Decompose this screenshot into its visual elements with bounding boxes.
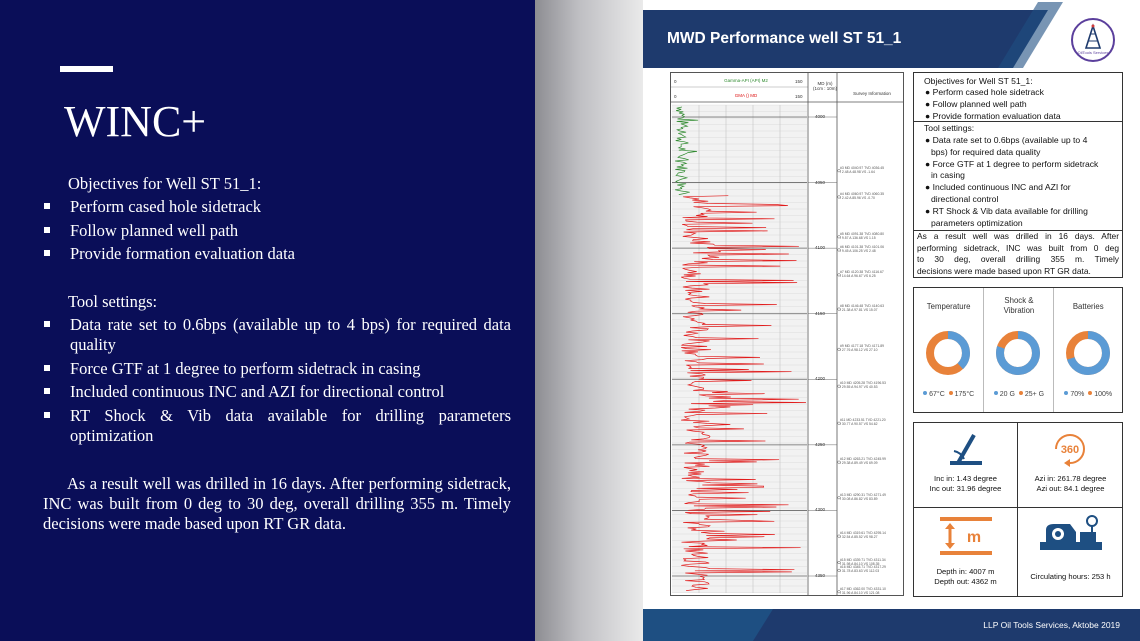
depth-tick-label: 4250	[815, 441, 826, 447]
survey-station-label: #8 MD 4146.48 TVD 4140.63 I 21.38 A 97.81 VS 15.07	[840, 304, 885, 313]
gradient-divider	[535, 0, 643, 641]
tool-settings-heading: Tool settings:	[68, 292, 158, 311]
inclination-icon	[946, 429, 986, 469]
slide-header	[643, 0, 1140, 68]
azi-in-value: Azi in: 261.78 degree	[1034, 474, 1107, 483]
survey-station-label: #11 MD 4233.51 TVD 4221.20 I 30.77 A 90.57 VS 54.62	[840, 418, 886, 427]
survey-station-label: #7 MD 4120.38 TVD 4116.67 I 14.64 A 96.67 VS 6.25	[840, 269, 884, 278]
depth-tick-label: 4150	[815, 310, 826, 316]
tool-setting-line: ● Data rate set to 0.6bps (available up to 4	[925, 135, 1088, 145]
company-logo	[1071, 18, 1115, 62]
objective-item: ● Provide formation evaluation data	[925, 111, 1061, 121]
depth-tick-label: 4300	[815, 507, 826, 513]
survey-station-label: #5 MD 4091.38 TVD 4080.80 I 9.57 A 136.68 VS 1.15	[840, 231, 885, 240]
red-curve-label: GMA () MD	[734, 93, 758, 98]
bullet-icon	[44, 412, 50, 418]
survey-station-label: #14 MD 4319.61 TVD 4295.14 I 32.54 A 85.52 VS 98.27	[840, 531, 886, 540]
bullet-icon	[44, 250, 50, 256]
sensor-ranges-panel	[913, 287, 1123, 413]
slide-title: MWD Performance well ST 51_1	[667, 30, 902, 47]
survey-station-label: #6 MD 4101.38 TVD 4101.06 I 9.45 A 106.25 VS 2.48	[840, 244, 885, 253]
objectives-heading: Objectives for Well ST 51_1:	[924, 76, 1033, 86]
survey-station-label: #4 MD 4060.97 TVD 4060.35 I 2.42 A 85.96 VS -0.70	[840, 191, 885, 200]
circulating-cell	[1018, 508, 1123, 596]
green-scale-max: 150	[795, 79, 803, 84]
azi-out-value: Azi out: 84.1 degree	[1036, 484, 1105, 493]
tool-settings-heading: Tool settings:	[924, 123, 975, 133]
tool-setting-line: directional control	[931, 194, 999, 204]
logo-text: OilTools Services	[1077, 50, 1109, 55]
left-panel: WINC+ Objectives for Well ST 51_1: Perform cased hole sidetrack Follow planned well path Provide formation evaluation data Tool settings: Data rate set to 0.6bps (available up to 4 bps) for required data quality Force GTF at 1 degree to perform sidetrack in casing Included continuous INC and AZI for directional control RT Shock & Vib data available for drilling parameters optimization As a result well was drilled in 16 days. After performing sidetrack, INC was built from 0 deg to 30 deg, overall drilling 355 m. Timely decisions were made based upon RT GR data.	[0, 0, 535, 641]
azimuth-icon-text: 360	[1060, 444, 1080, 456]
azimuth-360-icon	[1048, 427, 1092, 471]
bullet-icon	[44, 365, 50, 371]
bullet-icon	[44, 321, 50, 327]
result-paragraph: As a result well was drilled in 16 days. After performing sidetrack, INC was built from 0 deg to 30 deg, overall drilling 355 m. Timely decisions were made based upon RT GR data.	[43, 474, 511, 533]
objectives-box	[913, 72, 1123, 278]
donut-legend: 70% 100%	[1054, 391, 1123, 398]
inclination-cell	[914, 423, 1017, 507]
survey-station-label: #15 MD 4339.71 TVD 4311.34 I 31.98 A 84.10 VS 108.35	[840, 557, 886, 566]
log-chart	[671, 73, 903, 595]
result-text: As a result well was drilled in 16 days. After performing sidetrack, INC was built from 0 deg to 30 deg, overall drilling 355 m. Timely decisions were made based upon RT GR data.	[917, 231, 1119, 276]
depth-out-value: Depth out: 4362 m	[934, 577, 997, 586]
donut-label: Shock & Vibration	[1003, 296, 1035, 315]
title-accent-bar	[60, 66, 113, 72]
donut-label: Batteries	[1072, 302, 1104, 311]
gamma-ray-log	[670, 72, 904, 596]
tool-setting-line: ● RT Shock & Vib data available for drilling	[925, 205, 1088, 216]
objective-item: ● Perform cased hole sidetrack	[925, 87, 1044, 97]
depth-tick-label: 4100	[815, 245, 826, 251]
donut-1	[983, 288, 1053, 412]
donut-legend: 20 G 25+ G	[984, 391, 1053, 398]
page-title: WINC+	[64, 97, 207, 146]
depth-meter-icon	[938, 514, 994, 558]
depth-icon-text: m	[966, 529, 982, 546]
survey-column-header: Survey Information	[853, 91, 891, 96]
tool-setting-line: ● Included continuous INC and AZI for	[925, 182, 1071, 193]
survey-station-label: #3 MD 4040.97 TVD 4036.45 I 2.48 A 48.98 VS -1.64	[840, 165, 885, 174]
tool-setting-line: in casing	[931, 170, 965, 181]
survey-station-label: #16 MD 4345.71 TVD 4317.29 I 31.78 A 83.63 VS 112.03	[840, 565, 886, 574]
donut-label: Temperature	[926, 302, 971, 311]
footer-text: LLP Oil Tools Services, Aktobe 2019	[983, 620, 1120, 630]
donut-ring	[914, 330, 983, 378]
donut-ring	[984, 330, 1053, 378]
bullet-icon	[44, 203, 50, 209]
survey-station-label: #10 MD 4205.28 TVD 4196.53 I 29.55 A 94.97 VS 40.53	[840, 381, 886, 390]
circulating-hours-value: Circulating hours: 253 h	[1030, 572, 1111, 581]
bullet-icon	[44, 227, 50, 233]
tool-setting-line: parameters optimization	[931, 217, 1023, 228]
depth-in-value: Depth in: 4007 m	[936, 567, 995, 576]
green-curve-label: Gamma-API (API) M2	[724, 78, 768, 83]
donut-legend: 67°C 175°C	[914, 391, 983, 398]
donut-0	[914, 288, 983, 412]
embedded-slide	[643, 0, 1140, 641]
tool-setting-line: ● Force GTF at 1 degree to perform sidetrack	[925, 158, 1099, 169]
depth-column-header: MD (m) (1cm : 10m)	[812, 81, 837, 91]
tool-setting-line: bps) for required data quality	[931, 146, 1041, 157]
green-scale-min: 0	[674, 79, 677, 84]
survey-station-label: #9 MD 4177.18 TVD 4171.89 I 27.76 A 98.12 VS 27.10	[840, 344, 885, 353]
stats-grid	[913, 422, 1123, 597]
survey-station-label: #13 MD 4290.31 TVD 4271.49 I 30.08 A 86.82 VS 83.89	[840, 492, 886, 501]
objective-item: ● Follow planned well path	[925, 99, 1027, 109]
depth-tick-label: 4200	[815, 376, 826, 382]
depth-tick-label: 4000	[815, 114, 826, 119]
donut-ring	[1054, 330, 1123, 378]
bullet-icon	[44, 388, 50, 394]
azimuth-cell	[1018, 423, 1123, 507]
survey-station-label: #12 MD 4263.21 TVD 4245.99 I 29.38 A 89.49 VS 69.09	[840, 457, 886, 466]
red-scale-min: 0	[674, 94, 677, 99]
inc-out-value: Inc out: 31.96 degree	[929, 484, 1002, 493]
red-scale-max: 150	[795, 94, 803, 99]
inc-in-value: Inc in: 1.43 degree	[934, 474, 997, 483]
depth-tick-label: 4350	[815, 573, 826, 578]
depth-tick-label: 4050	[815, 179, 826, 185]
depth-cell	[914, 508, 1017, 596]
objectives-heading: Objectives for Well ST 51_1:	[68, 174, 262, 193]
donut-2	[1053, 288, 1123, 412]
survey-station-label: #17 MD 4362.00 TVD 4331.10 I 31.96 A 84.10 VS 121.08	[840, 586, 886, 595]
pump-icon	[1036, 512, 1106, 556]
